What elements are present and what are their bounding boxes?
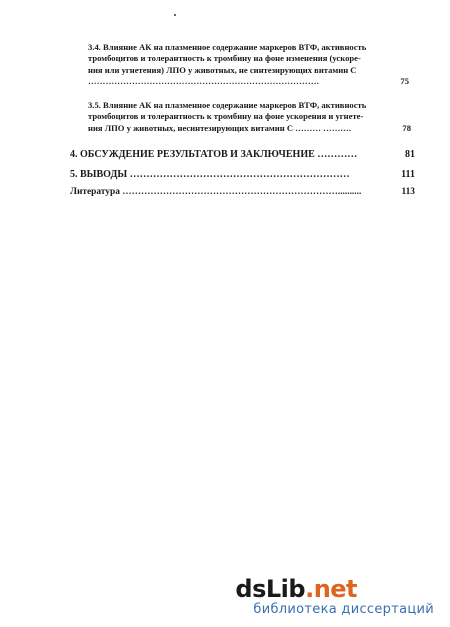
toc-entry-3-4-line4 — [88, 76, 415, 87]
toc-page-number: 81 — [405, 149, 415, 160]
toc-entry-3-5-line1: 3.5. Влияние АК на плазменное содержание маркеров ВТФ, активность — [88, 100, 367, 110]
dslib-watermark — [235, 576, 434, 617]
logo-tld: .net — [305, 575, 358, 603]
toc-chapter-title: Литература …………………………………………………………….......... — [70, 187, 362, 197]
toc-page-number: 75 — [400, 76, 409, 87]
page-speck — [174, 14, 176, 16]
toc-entry-3-5-line3 — [88, 123, 415, 134]
dslib-logo — [235, 576, 434, 602]
toc-entry-3-4-line3: ния или угнетения) ЛПО у животных, не синтезирующих витамин С — [88, 64, 357, 75]
logo-main: dsLib — [235, 575, 306, 603]
toc-entry-3-4 — [88, 42, 415, 88]
toc-entry-3-5 — [88, 100, 415, 134]
toc-leader-dots: ……………………………………………………………………. — [88, 76, 319, 87]
toc-entry-chapter-5 — [70, 169, 415, 180]
toc-page-number: 113 — [401, 187, 415, 197]
toc-page-number: 111 — [401, 169, 415, 180]
toc-entry-3-4-line2: тромбоцитов и толерантность к тромбину на фоне изменения (ускоре- — [88, 53, 361, 64]
toc-entry-3-5-line2: тромбоцитов и толерантность к тромбину на фоне ускорения и угнете- — [88, 111, 364, 122]
toc-page-number: 78 — [402, 122, 411, 133]
toc-entry-chapter-4 — [70, 149, 415, 160]
toc-chapter-title: 5. ВЫВОДЫ ………………………………………………………… — [70, 169, 350, 180]
dslib-subtitle: библиотека диссертаций — [253, 602, 434, 617]
toc-chapter-title: 4. ОБСУЖДЕНИЕ РЕЗУЛЬТАТОВ И ЗАКЛЮЧЕНИЕ ………… — [70, 149, 358, 160]
toc-entry-literature — [70, 187, 415, 197]
toc-entry-3-4-line1: 3.4. Влияние АК на плазменное содержание маркеров ВТФ, активность — [88, 42, 367, 52]
toc-entry-3-5-line3-text: ния ЛПО у животных, несинтезирующих витамин С ……… ………. — [88, 122, 352, 133]
